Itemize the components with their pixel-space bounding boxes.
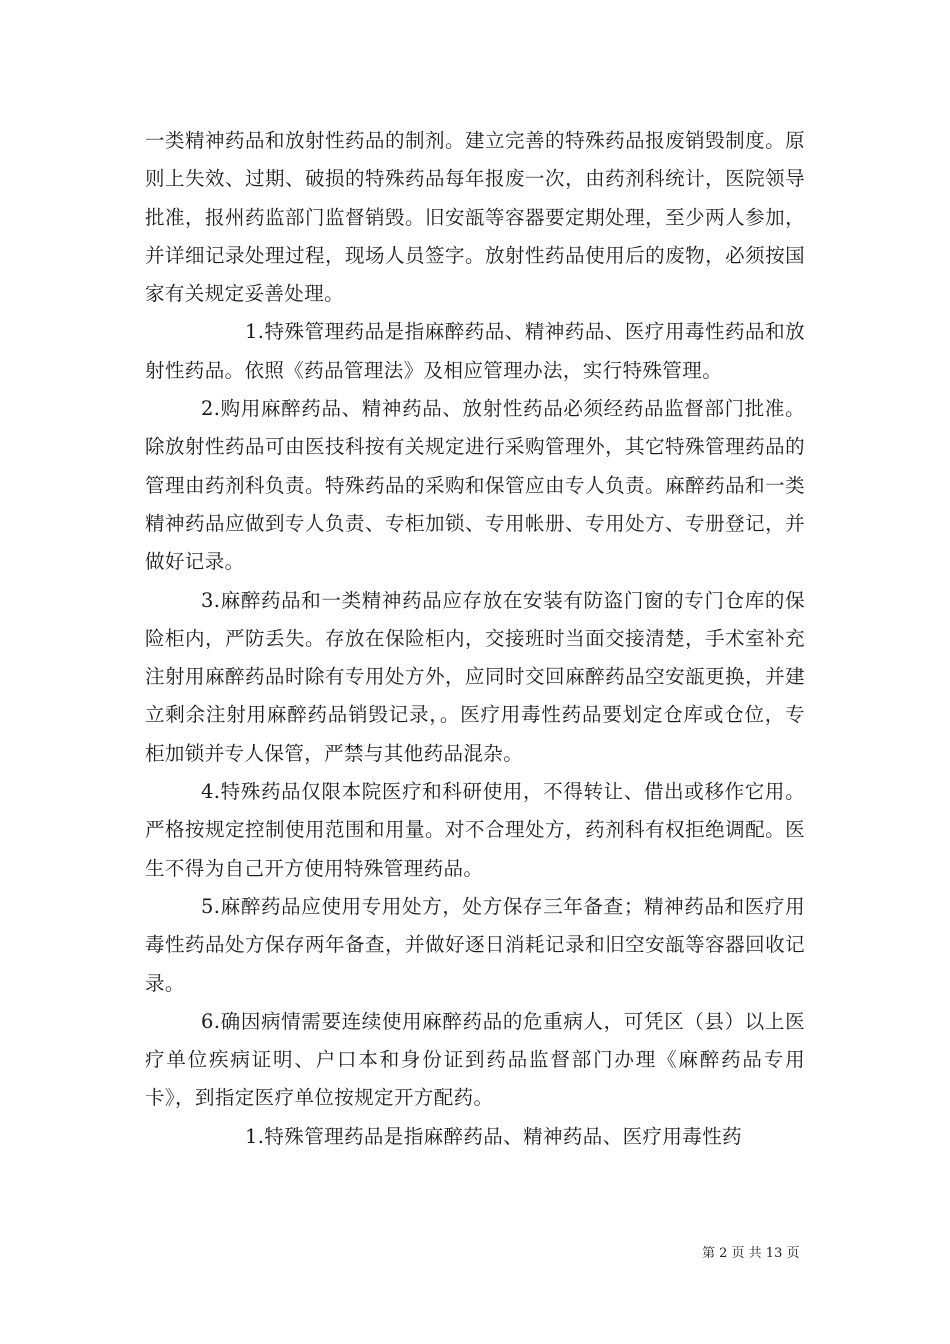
paragraph-item-5: 5.麻醉药品应使用专用处方，处方保存三年备查；精神药品和医疗用毒性药品处方保存两年备查，并做好逐日消耗记录和旧空安瓿等容器回收记录。 [145, 894, 805, 995]
page-number: 第 2 页 共 13 页 [702, 1246, 800, 1261]
paragraph-item-6: 6.确因病情需要连续使用麻醉药品的危重病人，可凭区（县）以上医疗单位疾病证明、户口本和身份证到药品监督部门办理《麻醉药品专用卡》，到指定医疗单位按规定开方配药。 [145, 1009, 805, 1110]
paragraph-item-1-repeat: 1.特殊管理药品是指麻醉药品、精神药品、医疗用毒性药 [245, 1124, 743, 1148]
paragraph-disposal: 一类精神药品和放射性药品的制剂。建立完善的特殊药品报废销毁制度。原则上失效、过期、破损的特殊药品每年报废一次，由药剂科统计，医院领导批准，报州药监部门监督销毁。旧安瓿等容器要定期处理，至少两人参加，并详细记录处理过程，现场人员签字。放射性药品使用后的废物，必须按国家有关规定妥善处理。 [145, 129, 805, 306]
paragraph-item-1: 1.特殊管理药品是指麻醉药品、精神药品、医疗用毒性药品和放射性药品。依照《药品管理法》及相应管理办法，实行特殊管理。 [145, 320, 805, 382]
paragraph-item-4: 4.特殊药品仅限本院医疗和科研使用，不得转让、借出或移作它用。严格按规定控制使用范围和用量。对不合理处方，药剂科有权拒绝调配。医生不得为自己开方使用特殊管理药品。 [145, 780, 805, 880]
document-body [145, 122, 805, 1156]
paragraph-item-2: 2.购用麻醉药品、精神药品、放射性药品必须经药品监督部门批准。除放射性药品可由医技科按有关规定进行采购管理外，其它特殊管理药品的管理由药剂科负责。特殊药品的采购和保管应由专人负责。麻醉药品和一类精神药品应做到专人负责、专柜加锁、专用帐册、专用处方、专册登记，并做好记录。 [145, 397, 805, 574]
paragraph-item-3: 3.麻醉药品和一类精神药品应存放在安装有防盗门窗的专门仓库的保险柜内，严防丢失。存放在保险柜内，交接班时当面交接清楚，手术室补充注射用麻醉药品时除有专用处方外，应同时交回麻醉药品空安瓿更换，并建立剩余注射用麻醉药品销毁记录，。医疗用毒性药品要划定仓库或仓位，专柜加锁并专人保管，严禁与其他药品混杂。 [145, 588, 805, 765]
